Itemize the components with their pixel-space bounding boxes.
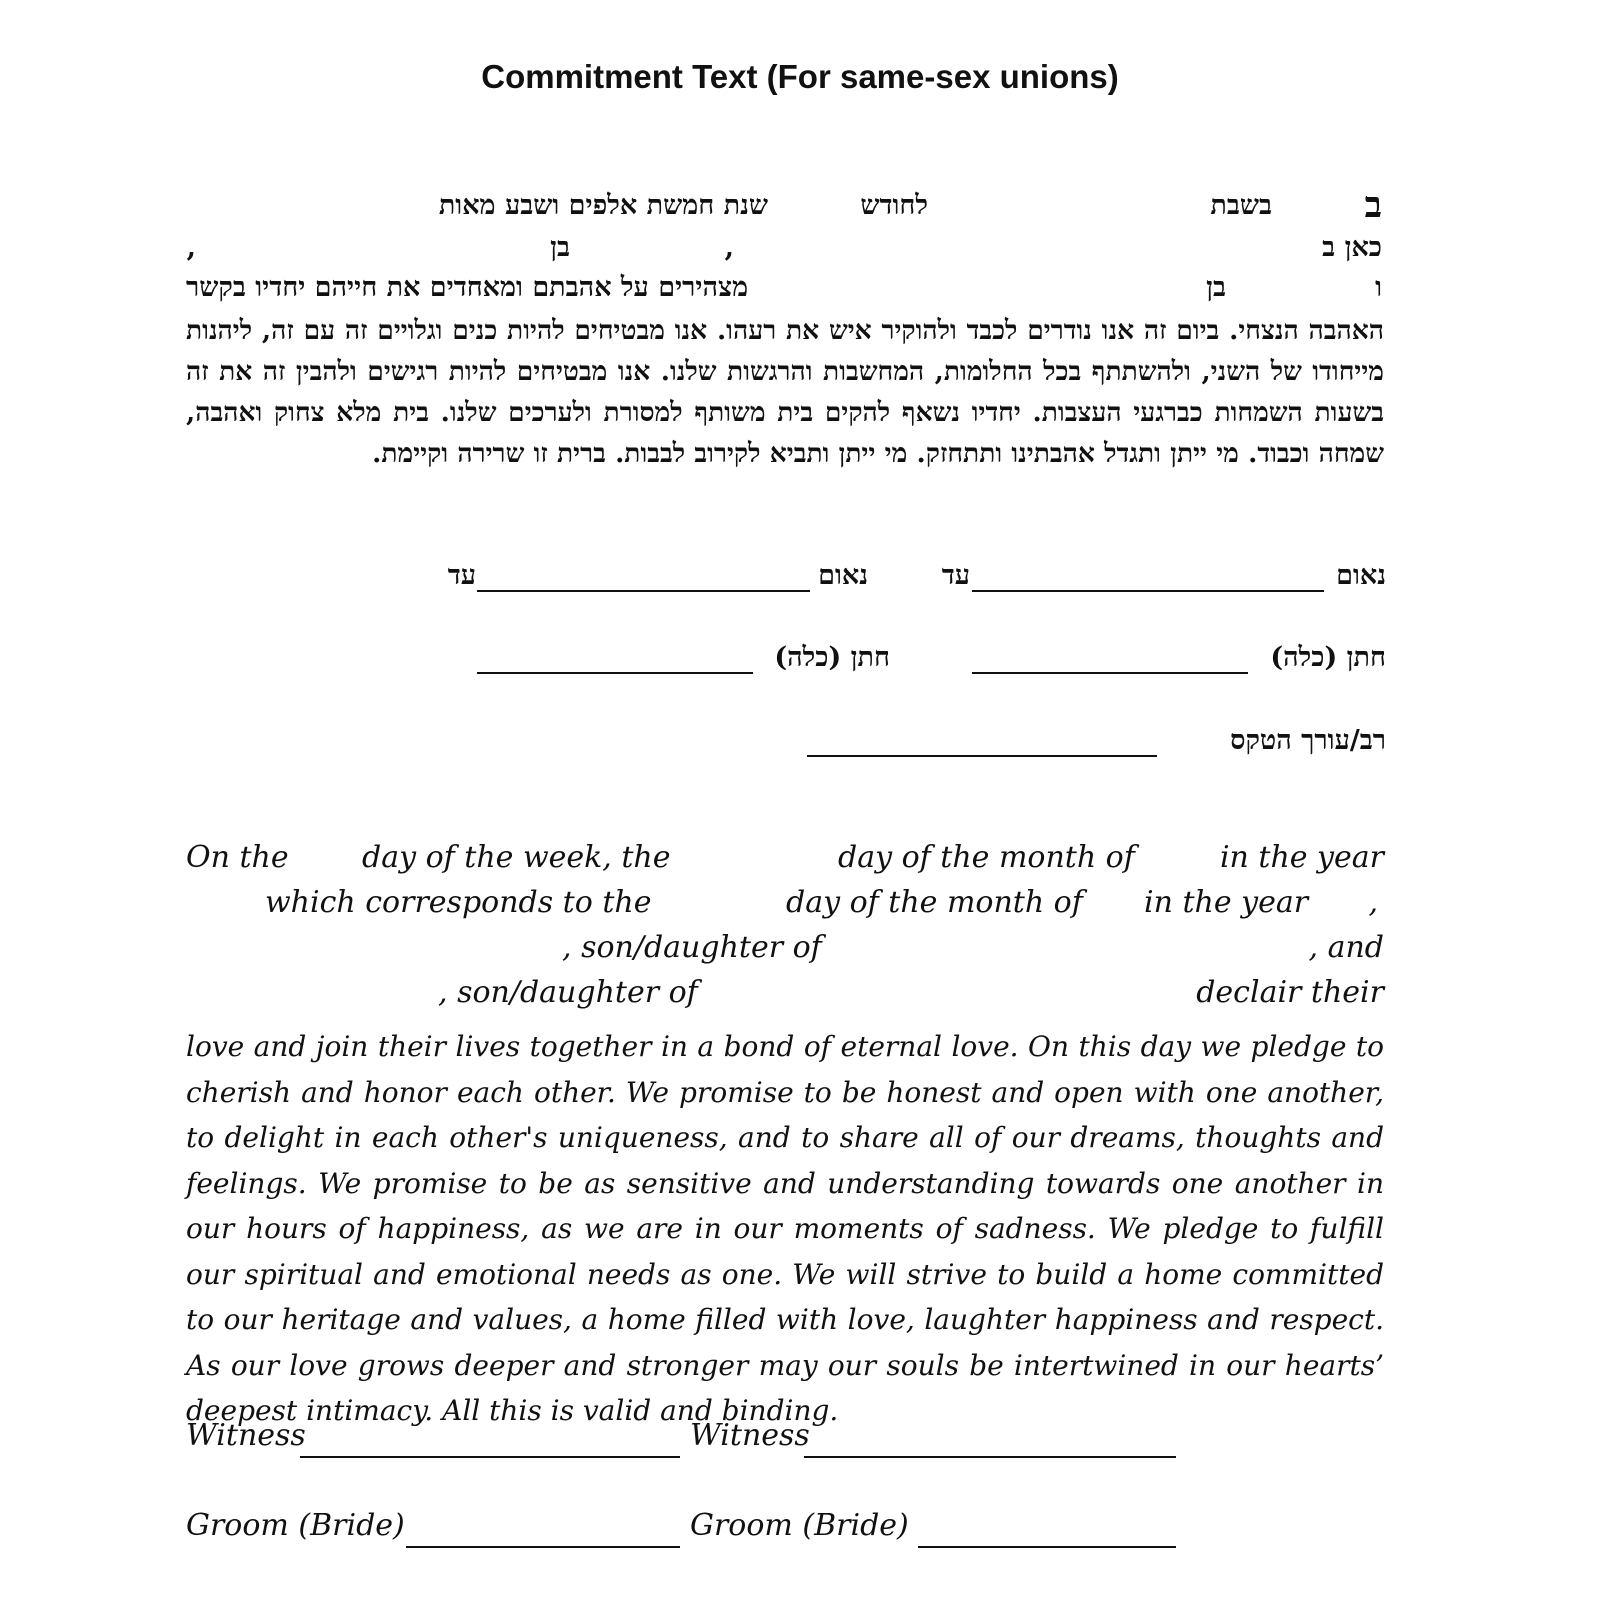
hebrew-witness-line bbox=[972, 590, 1324, 592]
english-on-the: On the bbox=[186, 840, 289, 875]
english-day-of-month: day of the month of bbox=[786, 885, 1083, 920]
english-son-daughter-of: , son/daughter of bbox=[438, 975, 698, 1010]
english-paragraph bbox=[186, 1024, 1384, 1434]
english-witness-label: Witness bbox=[186, 1418, 306, 1453]
english-witness-label: Witness bbox=[690, 1418, 810, 1453]
hebrew-groom-bride-line bbox=[477, 672, 753, 674]
english-day-of-week: day of the week, the bbox=[362, 840, 671, 875]
hebrew-groom-bride-line bbox=[972, 672, 1248, 674]
hebrew-paragraph bbox=[186, 310, 1384, 474]
hebrew-rabbi-label: רב/עורך הטקס bbox=[1230, 725, 1386, 756]
english-in-the-year: in the year bbox=[1219, 840, 1384, 875]
hebrew-ben: בן bbox=[1206, 272, 1226, 303]
english-witness-line bbox=[300, 1456, 680, 1458]
hebrew-witness-line bbox=[477, 590, 810, 592]
english-son-daughter-of: , son/daughter of bbox=[562, 930, 822, 965]
hebrew-ed-label: עד bbox=[941, 560, 970, 591]
english-groom-bride-label: Groom (Bride) bbox=[690, 1508, 909, 1543]
english-and: , and bbox=[1308, 930, 1384, 965]
hebrew-groom-bride-label: חתן (כלה) bbox=[1270, 642, 1386, 673]
hebrew-neum-label: נאום bbox=[1336, 560, 1386, 591]
hebrew-neum-label: נאום bbox=[818, 560, 868, 591]
english-paragraph-text: love and join their lives together in a bond of eternal love. On this day we pledge to cherish and honor each other. We promise to be honest and open with one another, to delight in each other's uniqueness, and to share all of our dreams, thoughts and feelings. We promise to be as sensitive and understanding towards one another in our hours of happiness, as we are in our moments of sadness. We pledge to fulfill our spiritual and emotional needs as one. We will strive to build a home committed to our heritage and values, a home filled with love, laughter happiness and respect. As our love grows deeper and stronger may our souls be intertwined in our hearts’ deepest intimacy. All this is valid and binding. bbox=[186, 1030, 1384, 1427]
document-title: Commitment Text (For same-sex unions) bbox=[481, 58, 1119, 95]
hebrew-comma: , bbox=[186, 232, 196, 263]
hebrew-groom-bride-label: חתן (כלה) bbox=[774, 642, 890, 673]
english-comma: , bbox=[1368, 885, 1378, 920]
hebrew-vav: ו bbox=[1375, 272, 1382, 303]
hebrew-ben: בן bbox=[550, 232, 570, 263]
hebrew-paragraph-text: האהבה הנצחי. ביום זה אנו נודרים לכבד ולהוקיר איש את רעהו. אנו מבטיחים להיות כנים וגלויים זה עם זה, ליהנות מייחודו של השני, ולהשתתף בכל החלומות, המחשבות והרגשות שלנו. אנו מבטיחים להיות רגישים ולהבין זה את זה בשעות השמחות כברגעי העצבות. יחדיו נשאף להקים בית משותף למסורת ולערכים שלנו. בית מלא צחוק ואהבה, שמחה וכבוד. מי ייתן ותגדל אהבתינו ותתחזק. מי ייתן ותביא לקירוב לבבות. ברית זו שרירה וקיימת. bbox=[186, 315, 1384, 469]
english-corresponds: which corresponds to the bbox=[265, 885, 652, 920]
hebrew-rabbi-line bbox=[807, 755, 1157, 757]
english-day-of-month: day of the month of bbox=[838, 840, 1135, 875]
hebrew-kan-be: כאן ב bbox=[1322, 232, 1382, 263]
english-groom-bride-label: Groom (Bride) bbox=[186, 1508, 405, 1543]
english-groom-bride-line bbox=[918, 1546, 1176, 1548]
hebrew-lachodesh: לחודש bbox=[860, 190, 928, 221]
hebrew-declaration-start: מצהירים על אהבתם ומאחדים את חייהם יחדיו בקשר bbox=[186, 272, 749, 303]
english-groom-bride-line bbox=[406, 1546, 680, 1548]
hebrew-year-text: שנת חמשת אלפים ושבע מאות bbox=[438, 190, 768, 221]
english-declair-their: declair their bbox=[1196, 975, 1384, 1010]
english-witness-line bbox=[804, 1456, 1176, 1458]
hebrew-ed-label: עד bbox=[447, 560, 476, 591]
hebrew-beshabbat: בשבת bbox=[1210, 190, 1272, 221]
hebrew-comma: , bbox=[724, 232, 734, 263]
english-in-the-year: in the year bbox=[1144, 885, 1309, 920]
hebrew-bet-letter: ב bbox=[1364, 184, 1382, 226]
